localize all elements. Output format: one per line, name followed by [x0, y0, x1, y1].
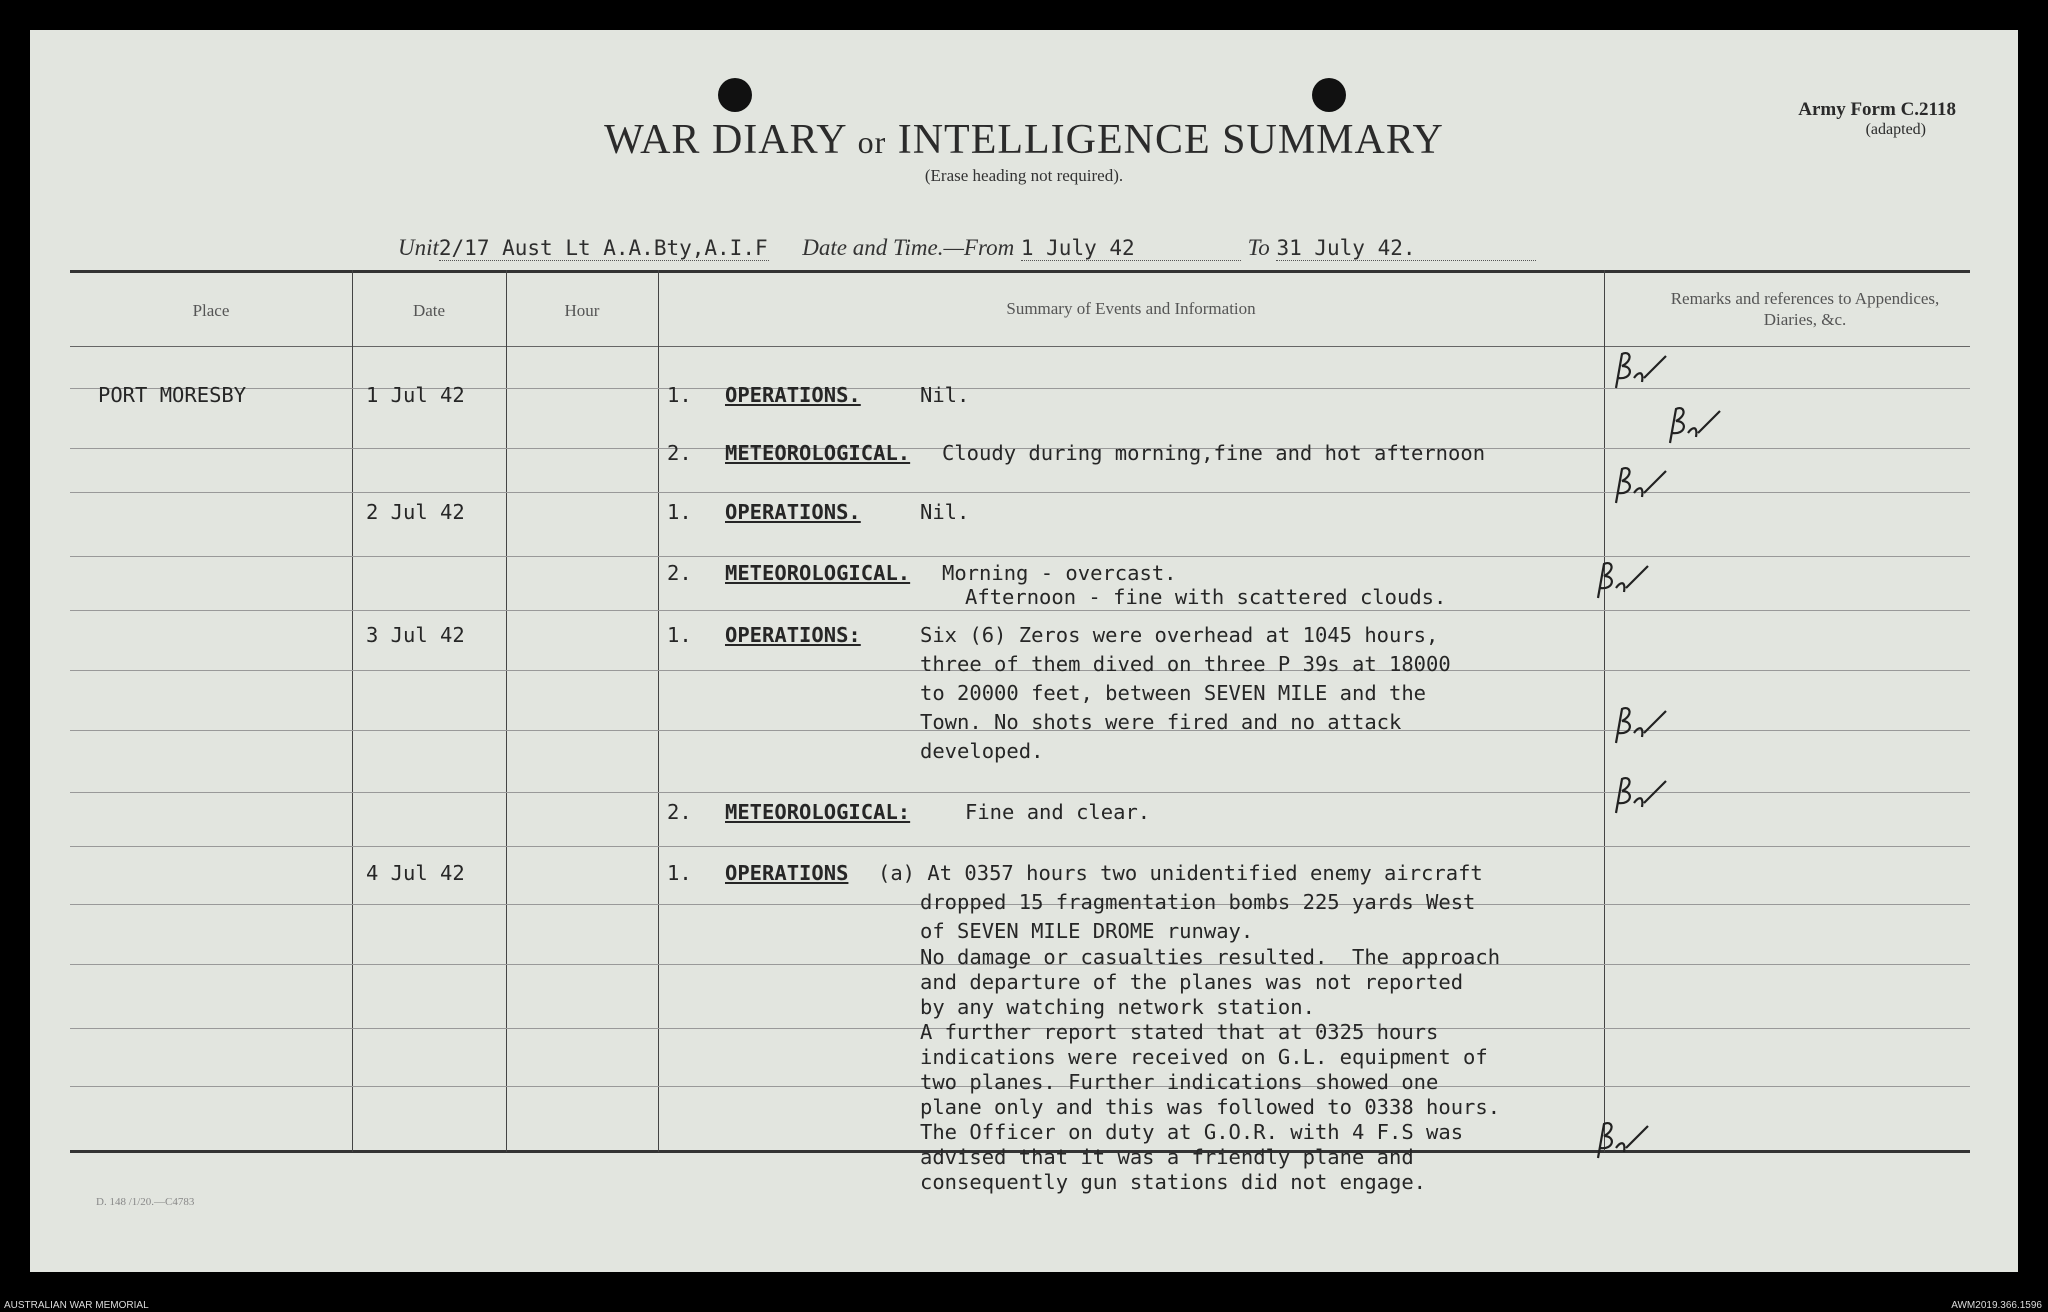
entry-heading: OPERATIONS. [725, 500, 861, 524]
entry-text: Morning - overcast. [942, 561, 1177, 585]
date-cell: 2 Jul 42 [366, 500, 465, 524]
entry-text: developed. [920, 739, 1044, 763]
entry-text: to 20000 feet, between SEVEN MILE and the [920, 681, 1427, 705]
entry-text: No damage or casualties resulted. The approach [920, 945, 1501, 969]
entry-number: 1. [667, 383, 692, 407]
punch-hole [718, 78, 752, 112]
entry-text: by any watching network station. [920, 995, 1315, 1019]
entry-text: Fine and clear. [965, 800, 1151, 824]
entry-text: A further report stated that at 0325 hours [920, 1020, 1439, 1044]
entry-text: Six (6) Zeros were overhead at 1045 hours, [920, 623, 1439, 647]
form-title: WAR DIARY or INTELLIGENCE SUMMARY [604, 117, 1444, 163]
entry-text: three of them dived on three P 39s at 18000 [920, 652, 1451, 676]
form-subtitle: (Erase heading not required). [924, 166, 1124, 185]
col-hour: Hour [564, 301, 600, 320]
entry-text: Afternoon - fine with scattered clouds. [965, 585, 1447, 609]
date-cell: 1 Jul 42 [366, 383, 465, 407]
entry-text: and departure of the planes was not reported [920, 970, 1464, 994]
entry-number: 1. [667, 861, 692, 885]
date-cell: 4 Jul 42 [366, 861, 465, 885]
entry-text: Nil. [920, 383, 970, 407]
entry-text: (a) At 0357 hours two unidentified enemy aircraft [878, 861, 1483, 885]
entry-heading: METEOROLOGICAL: [725, 800, 911, 824]
entry-number: 2. [667, 561, 692, 585]
punch-hole [1312, 78, 1346, 112]
handwritten-initials [1608, 773, 1668, 817]
entry-number: 2. [667, 441, 692, 465]
entry-number: 1. [667, 500, 692, 524]
entry-text: Cloudy during morning,fine and hot afternoon [942, 441, 1486, 465]
entry-heading: OPERATIONS [725, 861, 849, 885]
entry-heading: METEOROLOGICAL. [725, 561, 911, 585]
entry-text: two planes. Further indications showed one [920, 1070, 1439, 1094]
col-place: Place [192, 301, 230, 320]
handwritten-initials [1590, 1118, 1650, 1162]
footer-credit: AUSTRALIAN WAR MEMORIAL [4, 1300, 149, 1311]
entry-text: plane only and this was followed to 0338 hours. [920, 1095, 1501, 1119]
army-form-number: Army Form C.2118 (adapted) [1798, 99, 1956, 138]
handwritten-initials [1608, 348, 1668, 392]
entry-text: Town. No shots were fired and no attack [920, 710, 1402, 734]
entry-text: The Officer on duty at G.O.R. with 4 F.S was [920, 1120, 1464, 1144]
handwritten-initials [1608, 703, 1668, 747]
entry-heading: OPERATIONS: [725, 623, 861, 647]
entry-text: Nil. [920, 500, 970, 524]
print-reference: D. 148 /1/20.—C4783 [96, 1196, 195, 1208]
entry-heading: OPERATIONS. [725, 383, 861, 407]
date-cell: 3 Jul 42 [366, 623, 465, 647]
handwritten-initials [1590, 558, 1650, 602]
diary-table [70, 238, 1970, 1194]
entry-text: consequently gun stations did not engage. [920, 1170, 1427, 1194]
entry-text: indications were received on G.L. equipment of [920, 1045, 1488, 1069]
entry-heading: METEOROLOGICAL. [725, 441, 911, 465]
entry-number: 1. [667, 623, 692, 647]
entry-text: advised that it was a friendly plane and [920, 1145, 1414, 1169]
place-cell: PORT MORESBY [98, 383, 247, 407]
handwritten-initials [1608, 463, 1668, 507]
entry-text: dropped 15 fragmentation bombs 225 yards West [920, 890, 1476, 914]
col-summary: Summary of Events and Information [1006, 299, 1256, 318]
entry-number: 2. [667, 800, 692, 824]
entry-text: of SEVEN MILE DROME runway. [920, 919, 1254, 943]
diary-sheet [30, 30, 2018, 1272]
col-remarks: Remarks and references to Appendices, Diaries, &c. [1670, 289, 1940, 329]
footer-accession: AWM2019.366.1596 [1951, 1300, 2042, 1311]
col-date: Date [412, 301, 446, 320]
unit-line: Unit2/17 Aust Lt A.A.Bty,A.I.F Date and Time.—From 1 July 42 To 31 July 42. [398, 235, 1536, 261]
handwritten-initials [1662, 403, 1722, 447]
